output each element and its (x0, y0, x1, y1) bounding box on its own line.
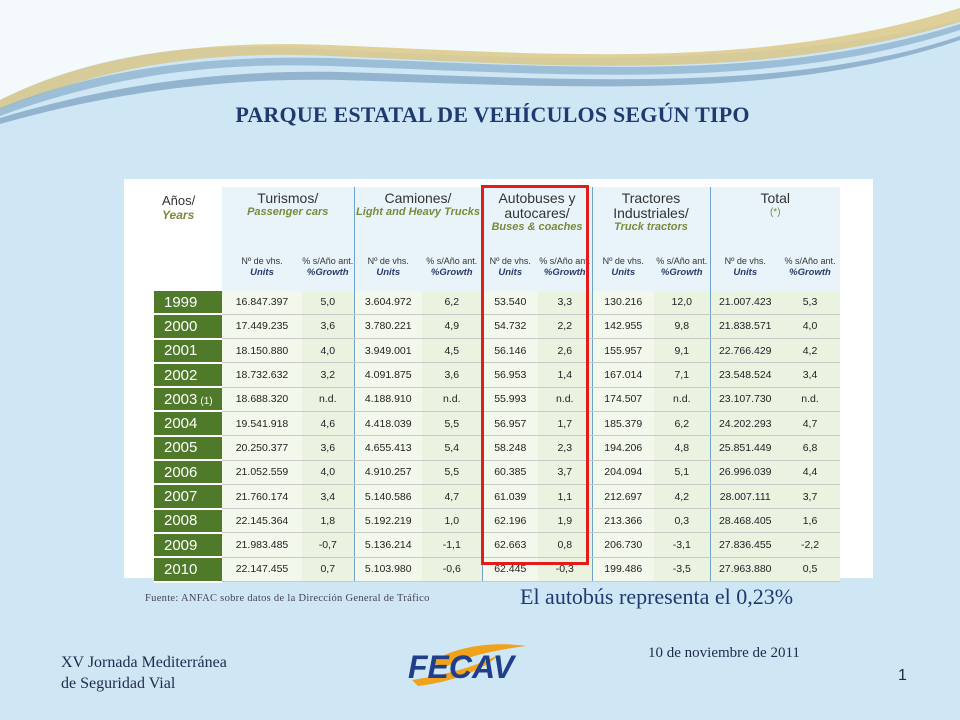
units-cell: 18.732.632 (222, 363, 302, 387)
growth-cell: 3,2 (302, 363, 354, 387)
sub-header-1-1 (422, 243, 482, 291)
group-title-es: Autobuses y autocares/ (498, 190, 576, 221)
group-title-es: Turismos/ (257, 190, 319, 206)
sub-header-label: Nº de vhs. (241, 255, 283, 266)
units-cell: 155.957 (592, 339, 654, 363)
units-cell: 25.851.449 (710, 436, 780, 460)
sub-header-label-en: %Growth (789, 266, 831, 278)
sub-header-label: % s/Año ant. (539, 255, 591, 266)
group-title-en: Passenger cars (247, 206, 329, 218)
units-cell: 21.838.571 (710, 314, 780, 338)
growth-cell: n.d. (654, 387, 710, 411)
year-value: 2008 (164, 512, 198, 530)
sub-header-4-1 (780, 243, 840, 291)
year-value: 2003 (164, 390, 198, 408)
year-cell (154, 291, 222, 314)
growth-cell: 4,5 (422, 339, 482, 363)
units-cell: 22.145.364 (222, 509, 302, 533)
growth-cell: n.d. (422, 387, 482, 411)
growth-cell: -1,1 (422, 533, 482, 557)
units-cell: 62.663 (482, 533, 538, 557)
sub-header-label-en: %Growth (660, 266, 703, 278)
year-cell (154, 509, 222, 533)
sub-header-label-en: Units (733, 266, 758, 278)
growth-cell: 1,4 (538, 363, 592, 387)
source-note: Fuente: ANFAC sobre datos de la Dirección General de Tráfico (145, 593, 430, 604)
year-value: 2010 (164, 560, 198, 578)
year-value: 2005 (164, 439, 198, 457)
sub-header-label-en: Units (611, 266, 636, 278)
group-header-0 (222, 187, 354, 243)
units-cell: 5.136.214 (354, 533, 422, 557)
growth-cell: 4,7 (422, 484, 482, 508)
units-cell: 26.996.039 (710, 460, 780, 484)
slide-title: PARQUE ESTATAL DE VEHÍCULOS SEGÚN TIPO (235, 102, 750, 127)
units-cell: 27.963.880 (710, 557, 780, 581)
year-value: 2009 (164, 536, 198, 554)
group-title-es: Tractores Industriales/ (613, 190, 689, 221)
year-header-en: Years (162, 208, 195, 222)
units-cell: 4.418.039 (354, 411, 422, 435)
growth-cell: 12,0 (654, 291, 710, 314)
year-cell (154, 460, 222, 484)
sub-header-label-en: Units (498, 266, 523, 278)
event-name-line1: XV Jornada Mediterránea (61, 654, 227, 671)
year-cell (154, 533, 222, 557)
sub-header-label: % s/Año ant. (784, 255, 836, 266)
units-cell: 18.688.320 (222, 387, 302, 411)
group-header-3 (592, 187, 710, 243)
year-cell (154, 363, 222, 387)
growth-cell: -0,3 (538, 557, 592, 581)
units-cell: 20.250.377 (222, 436, 302, 460)
year-column-header (154, 187, 222, 291)
units-cell: 21.052.559 (222, 460, 302, 484)
units-cell: 54.732 (482, 314, 538, 338)
year-value: 2001 (164, 342, 198, 360)
units-cell: 167.014 (592, 363, 654, 387)
year-value: 2007 (164, 488, 198, 506)
group-header-1 (354, 187, 482, 243)
growth-cell: 6,2 (422, 291, 482, 314)
units-cell: 56.953 (482, 363, 538, 387)
growth-cell: 5,5 (422, 411, 482, 435)
growth-cell: -0,7 (302, 533, 354, 557)
units-cell: 3.604.972 (354, 291, 422, 314)
sub-header-0-0 (222, 243, 302, 291)
group-title-en: Buses & coaches (491, 221, 583, 233)
year-cell (154, 484, 222, 508)
growth-cell: 4,0 (302, 460, 354, 484)
units-cell: 55.993 (482, 387, 538, 411)
event-name-line2: de Seguridad Vial (61, 675, 176, 692)
units-cell: 21.983.485 (222, 533, 302, 557)
units-cell: 5.140.586 (354, 484, 422, 508)
growth-cell: 3,4 (780, 363, 840, 387)
buses-column-highlight-box (481, 185, 589, 565)
growth-cell: 5,0 (302, 291, 354, 314)
growth-cell: 1,8 (302, 509, 354, 533)
growth-cell: 1,0 (422, 509, 482, 533)
sub-header-3-0 (592, 243, 654, 291)
page-number: 1 (898, 667, 907, 684)
fecav-logo (404, 640, 534, 690)
units-cell: 3.780.221 (354, 314, 422, 338)
units-cell: 23.107.730 (710, 387, 780, 411)
units-cell: 206.730 (592, 533, 654, 557)
year-note: (1) (200, 395, 213, 407)
units-cell: 3.949.001 (354, 339, 422, 363)
year-cell (154, 339, 222, 363)
sub-header-label-en: %Growth (543, 266, 586, 278)
year-cell (154, 411, 222, 435)
units-cell: 185.379 (592, 411, 654, 435)
sub-header-label: % s/Año ant. (302, 255, 354, 266)
year-value: 2002 (164, 366, 198, 384)
growth-cell: 4,6 (302, 411, 354, 435)
units-cell: 18.150.880 (222, 339, 302, 363)
units-cell: 194.206 (592, 436, 654, 460)
year-cell (154, 314, 222, 338)
growth-cell: 1,6 (780, 509, 840, 533)
sub-header-3-1 (654, 243, 710, 291)
year-header-es: Años/ (162, 193, 196, 208)
sub-header-label-en: %Growth (306, 266, 349, 278)
sub-header-1-0 (354, 243, 422, 291)
growth-cell: 5,3 (780, 291, 840, 314)
group-title-en: Light and Heavy Trucks (356, 206, 480, 218)
sub-header-0-1 (302, 243, 354, 291)
year-value: 2000 (164, 317, 198, 335)
growth-cell: -3,1 (654, 533, 710, 557)
growth-cell: 2,6 (538, 339, 592, 363)
growth-cell: 0,3 (654, 509, 710, 533)
sub-header-label-en: Units (376, 266, 401, 278)
units-cell: 213.366 (592, 509, 654, 533)
growth-cell: 3,6 (422, 363, 482, 387)
growth-cell: n.d. (302, 387, 354, 411)
year-cell (154, 557, 222, 581)
units-cell: 199.486 (592, 557, 654, 581)
units-cell: 62.445 (482, 557, 538, 581)
growth-cell: 9,1 (654, 339, 710, 363)
units-cell: 4.091.875 (354, 363, 422, 387)
sub-header-label: Nº de vhs. (489, 255, 531, 266)
growth-cell: 2,2 (538, 314, 592, 338)
event-name (61, 652, 227, 694)
growth-cell: 3,3 (538, 291, 592, 314)
units-cell: 16.847.397 (222, 291, 302, 314)
group-title-en: Truck tractors (614, 221, 688, 233)
units-cell: 28.468.405 (710, 509, 780, 533)
growth-cell: 4,7 (780, 411, 840, 435)
sub-header-label-en: %Growth (430, 266, 473, 278)
units-cell: 22.147.455 (222, 557, 302, 581)
group-title-es: Camiones/ (384, 190, 452, 206)
growth-cell: 3,7 (538, 460, 592, 484)
units-cell: 142.955 (592, 314, 654, 338)
group-header-4 (710, 187, 840, 243)
units-cell: 21.007.423 (710, 291, 780, 314)
growth-cell: 4,2 (654, 484, 710, 508)
units-cell: 62.196 (482, 509, 538, 533)
growth-cell: 3,6 (302, 436, 354, 460)
growth-cell: 3,7 (780, 484, 840, 508)
year-value: 2006 (164, 463, 198, 481)
units-cell: 4.910.257 (354, 460, 422, 484)
units-cell: 22.766.429 (710, 339, 780, 363)
year-value: 1999 (164, 293, 198, 311)
units-cell: 56.957 (482, 411, 538, 435)
units-cell: 61.039 (482, 484, 538, 508)
units-cell: 27.836.455 (710, 533, 780, 557)
growth-cell: -2,2 (780, 533, 840, 557)
units-cell: 17.449.235 (222, 314, 302, 338)
units-cell: 56.146 (482, 339, 538, 363)
growth-cell: 1,1 (538, 484, 592, 508)
growth-cell: 5,5 (422, 460, 482, 484)
growth-cell: 5,4 (422, 436, 482, 460)
units-cell: 204.094 (592, 460, 654, 484)
growth-cell: 7,1 (654, 363, 710, 387)
sub-header-4-0 (710, 243, 780, 291)
sub-header-label: Nº de vhs. (367, 255, 409, 266)
units-cell: 53.540 (482, 291, 538, 314)
year-cell (154, 436, 222, 460)
units-cell: 28.007.111 (710, 484, 780, 508)
growth-cell: n.d. (780, 387, 840, 411)
units-cell: 19.541.918 (222, 411, 302, 435)
group-title-note: (*) (769, 207, 781, 218)
growth-cell: 3,4 (302, 484, 354, 508)
growth-cell: 4,0 (302, 339, 354, 363)
bus-share-highlight: El autobús representa el 0,23% (520, 584, 794, 609)
fecav-logo-text: FECAV (408, 649, 515, 685)
growth-cell: 9,8 (654, 314, 710, 338)
units-cell: 60.385 (482, 460, 538, 484)
event-date: 10 de noviembre de 2011 (648, 645, 800, 661)
units-cell: 130.216 (592, 291, 654, 314)
growth-cell: 4,9 (422, 314, 482, 338)
growth-cell: 4,4 (780, 460, 840, 484)
sub-header-label: % s/Año ant. (426, 255, 478, 266)
units-cell: 24.202.293 (710, 411, 780, 435)
growth-cell: 1,9 (538, 509, 592, 533)
growth-cell: 2,3 (538, 436, 592, 460)
units-cell: 174.507 (592, 387, 654, 411)
growth-cell: 0,5 (780, 557, 840, 581)
growth-cell: 4,2 (780, 339, 840, 363)
sub-header-label-en: Units (250, 266, 274, 278)
sub-header-label: Nº de vhs. (724, 255, 766, 266)
units-cell: 5.192.219 (354, 509, 422, 533)
units-cell: 212.697 (592, 484, 654, 508)
units-cell: 5.103.980 (354, 557, 422, 581)
units-cell: 4.655.413 (354, 436, 422, 460)
sub-header-label: % s/Año ant. (656, 255, 708, 266)
growth-cell: n.d. (538, 387, 592, 411)
growth-cell: 1,7 (538, 411, 592, 435)
growth-cell: 0,8 (538, 533, 592, 557)
year-value: 2004 (164, 415, 198, 433)
growth-cell: 6,2 (654, 411, 710, 435)
growth-cell: 6,8 (780, 436, 840, 460)
growth-cell: 3,6 (302, 314, 354, 338)
units-cell: 58.248 (482, 436, 538, 460)
growth-cell: 4,0 (780, 314, 840, 338)
growth-cell: 5,1 (654, 460, 710, 484)
growth-cell: -0,6 (422, 557, 482, 581)
year-cell (154, 387, 222, 411)
units-cell: 21.760.174 (222, 484, 302, 508)
growth-cell: 4,8 (654, 436, 710, 460)
growth-cell: -3,5 (654, 557, 710, 581)
units-cell: 4.188.910 (354, 387, 422, 411)
sub-header-label: Nº de vhs. (602, 255, 644, 266)
units-cell: 23.548.524 (710, 363, 780, 387)
growth-cell: 0,7 (302, 557, 354, 581)
group-title-es: Total (760, 190, 791, 206)
